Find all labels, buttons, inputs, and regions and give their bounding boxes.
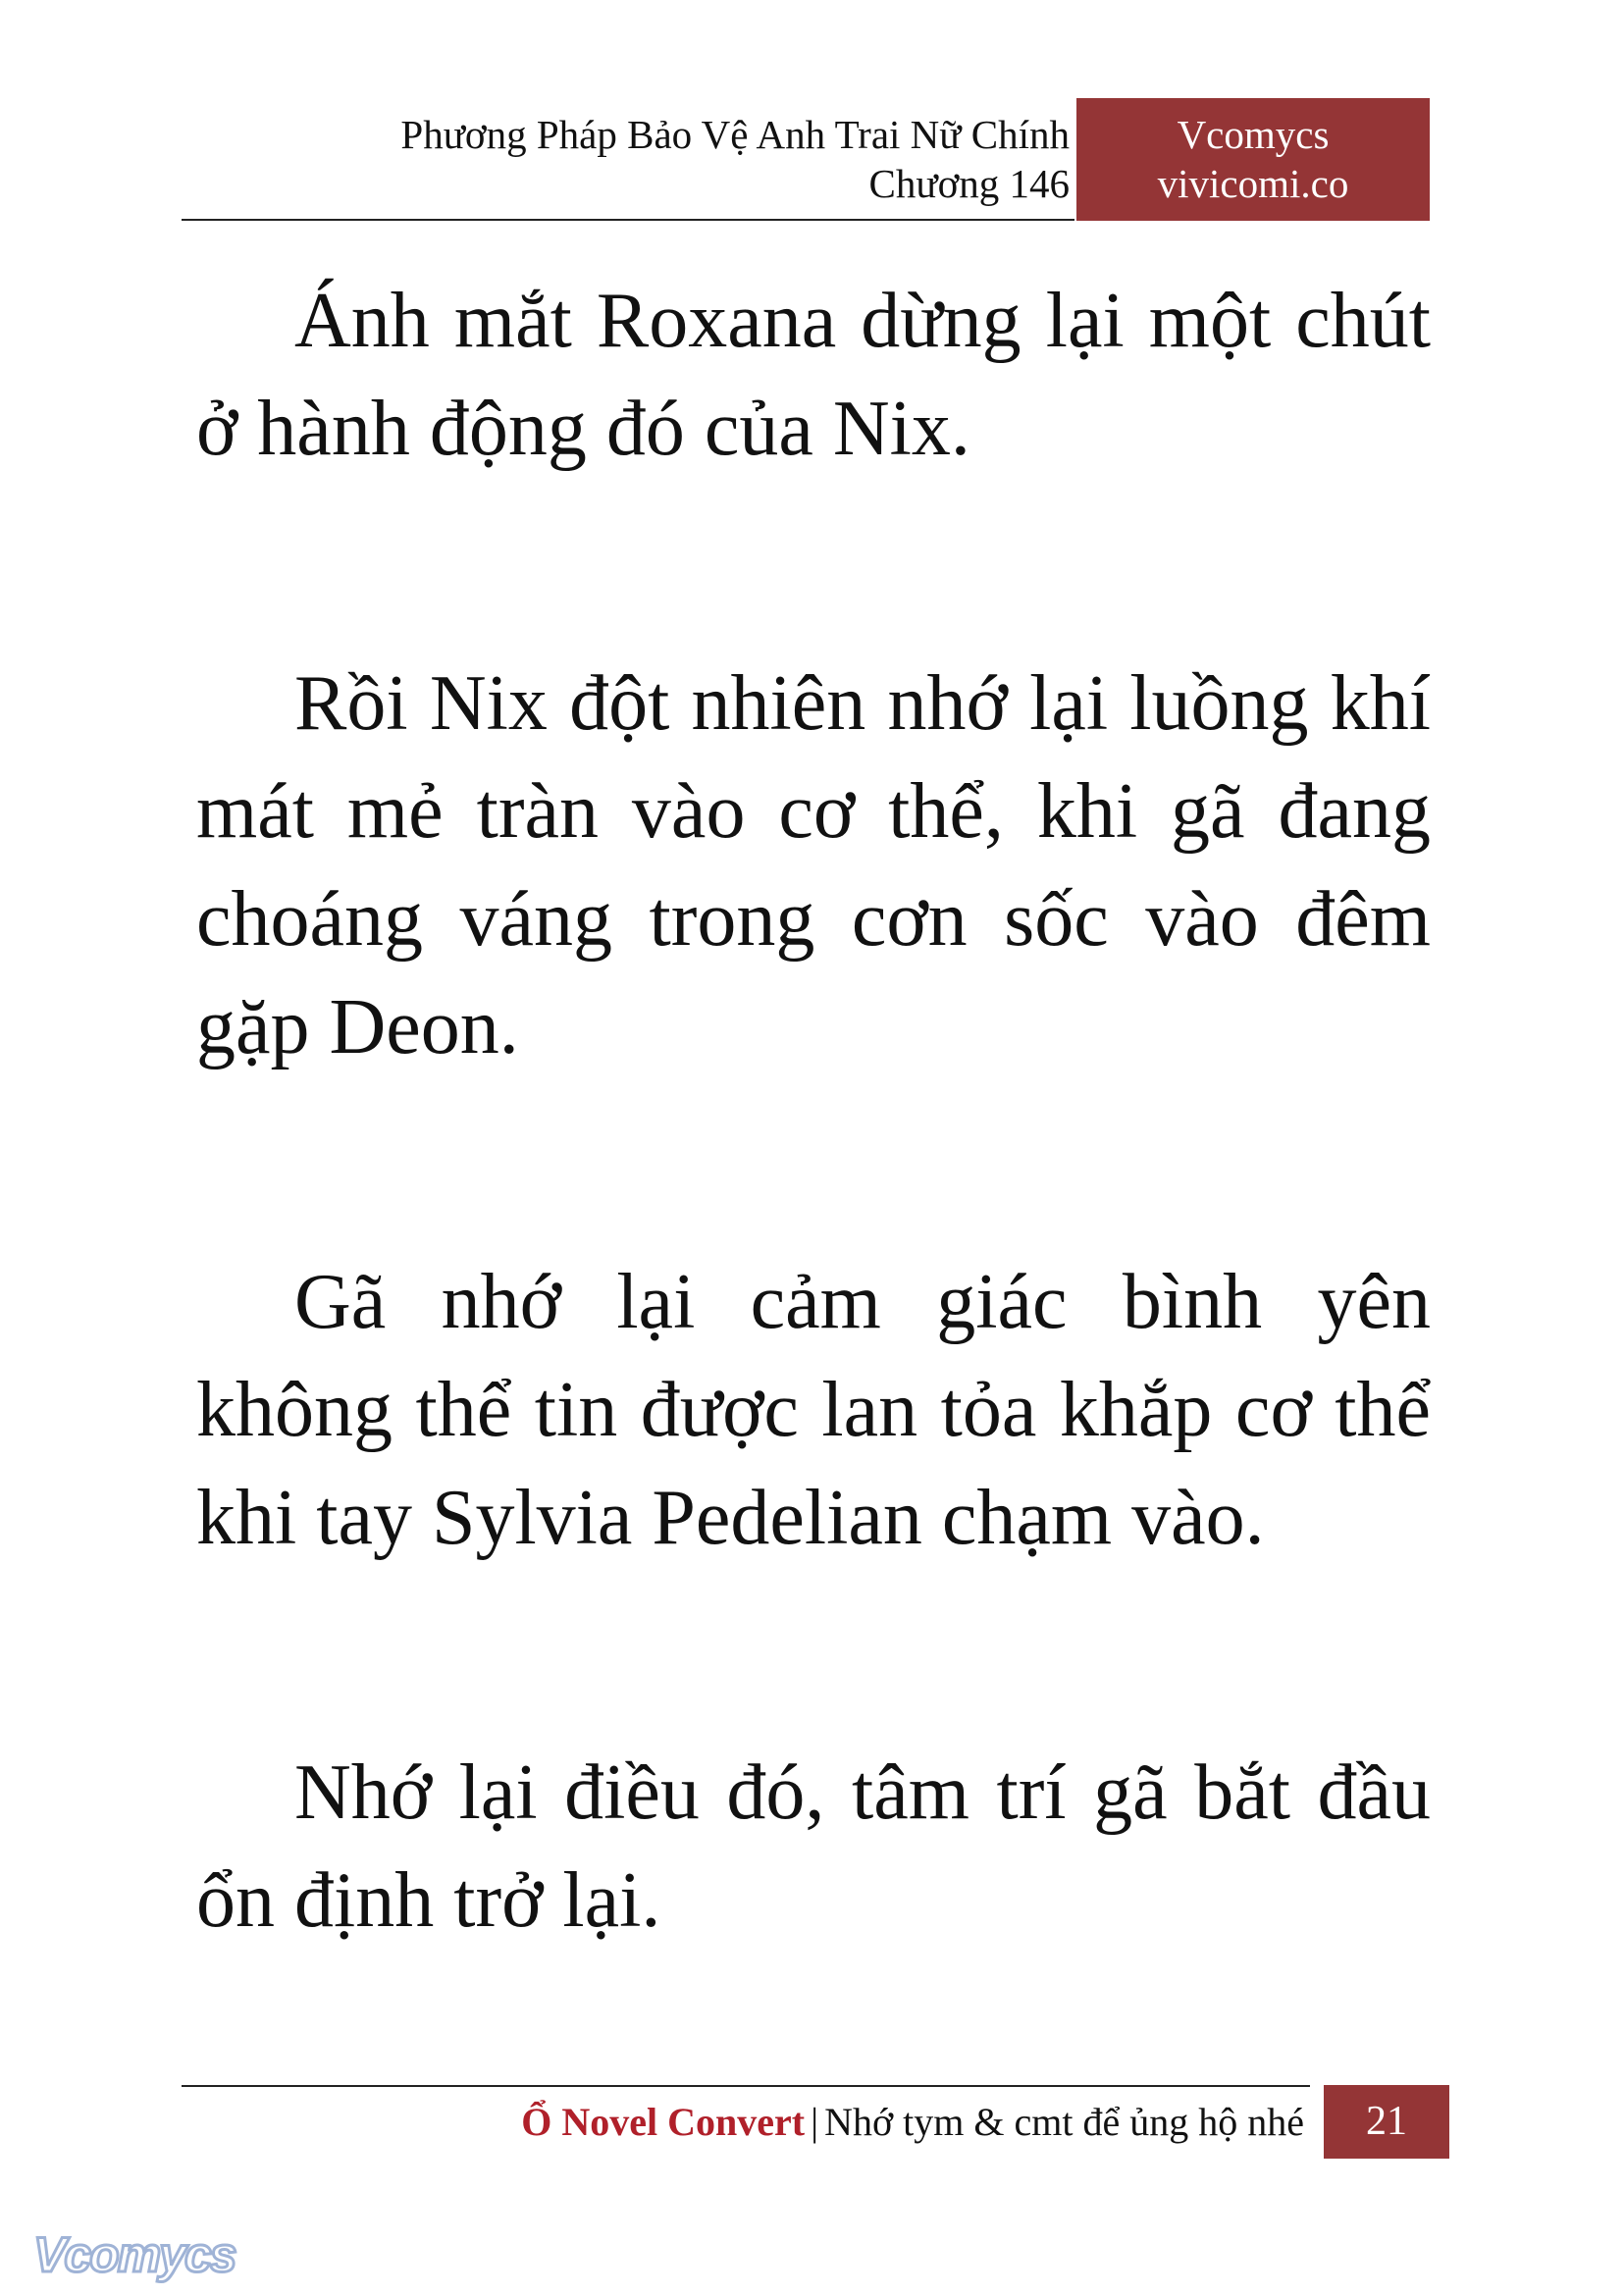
page-number: 21 — [1324, 2085, 1449, 2159]
paragraph: Nhớ lại điều đó, tâm trí gã bắt đầu ổn định trở lại. — [196, 1749, 1431, 1944]
paragraph: Gã nhớ lại cảm giác bình yên không thể tin được lan tỏa khắp cơ thể khi tay Sylvia Pedelian chạm vào. — [196, 1259, 1431, 1561]
site-badge — [1076, 98, 1430, 221]
page-footer — [182, 2085, 1449, 2159]
paragraph: Ánh mắt Roxana dừng lại một chút ở hành động đó của Nix. — [196, 278, 1431, 472]
watermark-text: Vcomycs — [33, 2227, 236, 2282]
footer-brand[interactable]: Ổ Novel Convert — [521, 2100, 806, 2144]
footer-separator: | — [811, 2100, 819, 2144]
footer-message: Nhớ tym & cmt để ủng hộ nhé — [824, 2100, 1304, 2144]
site-url[interactable]: vivicomi.co — [1157, 161, 1349, 206]
paragraph: Rồi Nix đột nhiên nhớ lại luồng khí mát mẻ tràn vào cơ thể, khi gã đang choáng váng trong cơn sốc vào đêm gặp Deon. — [196, 660, 1431, 1070]
header-divider — [182, 219, 1074, 221]
vcomycs-watermark-logo — [29, 2222, 245, 2291]
site-name: Vcomycs — [1177, 112, 1330, 157]
paragraph-spacer — [196, 483, 1431, 650]
paragraph-spacer — [196, 1081, 1431, 1248]
footer-note — [521, 2093, 1304, 2152]
header-title-block — [182, 98, 1070, 220]
chapter-body — [196, 267, 1431, 1955]
page-header — [182, 98, 1430, 221]
paragraph-spacer — [196, 1572, 1431, 1739]
chapter-label: Chương 146 — [868, 161, 1070, 206]
book-title: Phương Pháp Bảo Vệ Anh Trai Nữ Chính — [400, 112, 1070, 157]
footer-divider — [182, 2085, 1310, 2087]
